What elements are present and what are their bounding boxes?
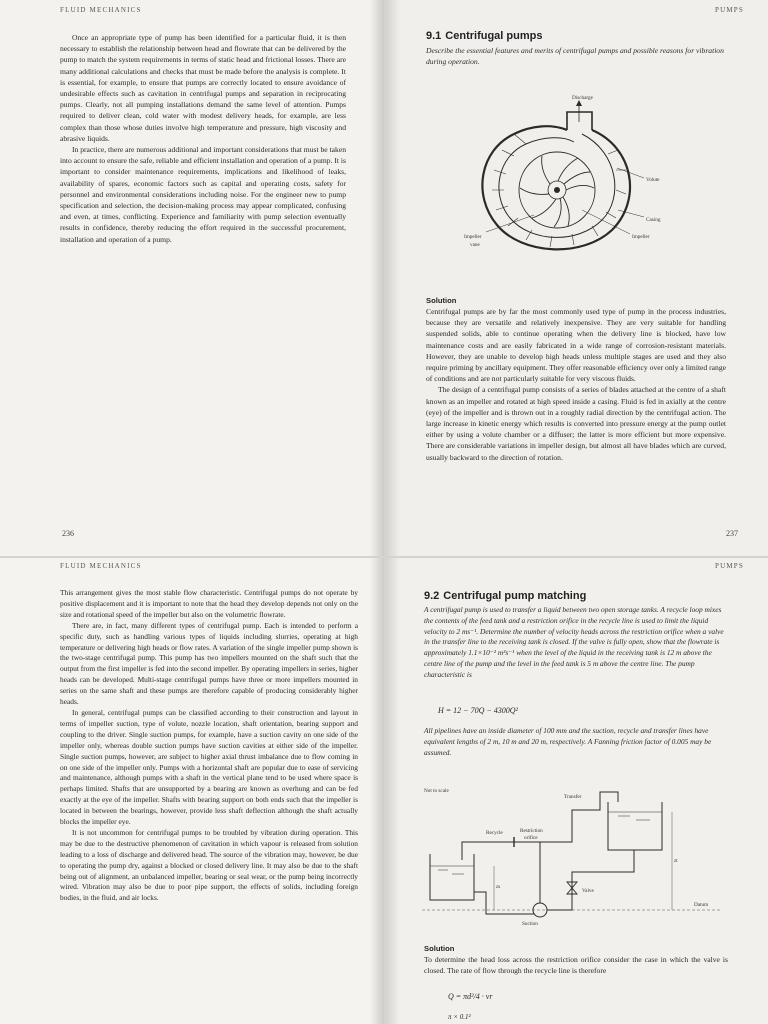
feed-tank [430, 854, 474, 900]
label-suction: Suction [522, 921, 538, 927]
paragraph: There are, in fact, many different types of centrifugal pump. Each is intended to perform a specific duty, such as handling various types of liquids including slurries, operating at high temperature or delivering high heads or flow rates. A variation of the single impeller pump shown is the two-stage centrifugal pump. This pump has two impellers mounted on the shaft such that the output from the first impeller is fed into the second impeller. By operating impellers in series, higher heads can be developed. Multi-stage centrifugal pumps have three or more impellers mounted in series on the same shaft and these pumps are therefore capable of producing considerably higher heads. [60, 620, 358, 707]
label-datum: Datum [694, 902, 709, 908]
solution-text [424, 954, 728, 976]
paragraph: It is not uncommon for centrifugal pumps to be troubled by vibration during operation. This may be due to the destructive phenomenon of cavitation in which vapour is released from solution leading to a loss of discharge and delivered head. The source of the vibration may, however, be due to operating the pump dry, against a blocked or closed delivery line. It may also be due to the shaft being out of alignment, an unbalanced impeller, bearing or seal wear, or the pump being incorrectly wired. Vibration may also be due to poor pipe support, the effects of solids, including foreign bodies, in the fluid, and air locks. [60, 827, 358, 903]
label-volute: Volute [646, 177, 660, 183]
label-restriction-2: orifice [524, 835, 538, 841]
running-head: PUMPS [715, 562, 744, 570]
paragraph: Once an appropriate type of pump has been identified for a particular fluid, it is then necessary to establish the relationship between head and flowrate that can be delivered by the pump to match the system requirements in terms of static head and frictional losses. There are many additional calculations and checks that must be made before the analysis is complete. It is essential, for example, to ensure that pumps are correctly located to ensure avoidance of undesirable effects such as cavitation in centrifugal pumps and separation in reciprocating pumps. Clearly, not all pumping installations demand the same level of attention. Pumps required to deliver clean, cold water with modest delivery heads, for example, are less complex than those whose duties involve high temperature and pressure, high viscosity and abrasive liquids. [60, 33, 346, 143]
pump-matching-figure [422, 782, 732, 932]
paragraph: Centrifugal pumps are by far the most commonly used type of pump in the process industries, because they are versatile and relatively inexpensive. They are very suitable for handling suspended solids, able to continue operating when the delivery line is blocked, have low maintenance costs and are easily fabricated in a wide range of corrosion-resistant materials. However, they are unable to develop high heads unless multiple stages are used and they also require priming by ancillary equipment. They offer reasonable efficiency over only a limited range of conditions and are not particularly suitable for very viscous fluids. [426, 307, 726, 384]
label-valve: Valve [582, 888, 594, 894]
section-title [426, 30, 542, 42]
problem-prompt-continued: All pipelines have an inside diameter of 100 mm and the suction, recycle and transfer lines have equivalent lengths of 2 m, 10 m and 20 m, respectively. A Fanning friction factor of 0.005 may be assumed. [424, 726, 712, 757]
page-236 [0, 0, 384, 556]
paragraph: The design of a centrifugal pump consists of a series of blades attached at the centre of a shaft known as an impeller and rotated at high speed inside a casing. Fluid is fed in axially at the centre (eye) of the impeller and is thrown out in a roughly radial direction by the centrifugal action. The large increase in kinetic energy which results is converted into pressure energy at the pump outlet either by using a volute chamber or a diffuser; the latter is more efficient but more expensive. There are considerable variations in impeller design, but almost all have blades which are curved, usually backward to the direction of rotation. [426, 385, 726, 462]
solution-heading: Solution [424, 944, 455, 953]
label-impeller-vane-1: Impeller [464, 234, 482, 240]
page-239 [386, 558, 768, 1024]
label-discharge: Discharge [572, 95, 593, 101]
gutter-shadow [370, 558, 384, 1024]
impeller-hub [554, 187, 560, 193]
label-zs: zs [496, 884, 501, 890]
problem-prompt: A centrifugal pump is used to transfer a liquid between two open storage tanks. A recycle loop mixes the contents of the feed tank and a restriction orifice in the recycle line is used to limit the liquid velocity to 2 ms⁻¹. Determine the number of velocity heads across the restriction orifice when a valve in the transfer line to the receiving tank is closed. If the valve is fully open, show that the flowrate is approximately 1.1×10⁻² m³s⁻¹ when the level of the liquid in the receiving tank is 12 m above the centre line of the pump and the level in the feed tank is 5 m above the centre line. The pump characteristic is [424, 605, 724, 679]
body-text [426, 306, 726, 463]
page-number: 237 [726, 529, 738, 538]
centrifugal-pump-figure [422, 90, 722, 260]
label-transfer: Transfer [564, 794, 582, 800]
label-impeller-vane-2: vane [470, 242, 480, 248]
suction-line [474, 892, 534, 914]
label-recycle: Recycle [486, 830, 503, 836]
label-casing: Casing [646, 217, 661, 223]
receiving-tank [608, 802, 662, 850]
paragraph: In general, centrifugal pumps can be classified according to their construction and layout in terms of impeller suction, type of volute, nozzle location, shaft orientation, bearing support and coupling to the driver. Single suction pumps, for example, have a suction cavity on one side of the impeller only, whereas double suction pumps have suction cavities at either side of the impeller. Single suction pumps, however, are subject to higher axial thrust imbalance due to flow coming in on one side of the impeller only. Pumps with a horizontal shaft are popular due to ease of servicing and maintenance, although pumps with a shaft in the vertical plane tend to be used where space is perhaps limited. Shafts that are unsupported by a bearing are known as overhung and can be fed exactly at the eye of the impeller. Shafts with bearing support on both ends such that the impeller is located in between the bearings, however, provide less shaft deflection although the shaft actually blocks the impeller eye. [60, 707, 358, 827]
pump-characteristic-equation: H = 12 − 70Q − 4300Q² [438, 706, 518, 715]
running-head: PUMPS [715, 6, 744, 14]
section-title-text: Centrifugal pump matching [443, 590, 587, 602]
page-number: 236 [62, 529, 74, 538]
label-impeller: Impeller [632, 234, 650, 240]
section-number: 9.2 [424, 590, 440, 602]
running-head: FLUID MECHANICS [60, 562, 142, 570]
problem-prompt: Describe the essential features and merits of centrifugal pumps and possible reasons for vibration during operation. [426, 46, 724, 66]
section-title [424, 590, 586, 602]
paragraph: To determine the head loss across the restriction orifice consider the case in which the valve is closed. The rate of flow through the recycle line is therefore [424, 955, 728, 976]
label-not-to-scale: Not to scale [424, 788, 449, 794]
section-number: 9.1 [426, 30, 442, 42]
gutter-shadow [370, 0, 384, 556]
body-text [60, 588, 358, 904]
section-title-text: Centrifugal pumps [445, 30, 543, 42]
solution-equation-tail: π × 0.1² [448, 1013, 471, 1021]
body-text [60, 32, 346, 245]
solution-equation: Q = πd²/4 · vr [448, 992, 493, 1001]
label-restriction-1: Restriction [520, 828, 543, 834]
page-238 [0, 558, 384, 1024]
gutter-shadow [386, 558, 400, 1024]
gutter-shadow [386, 0, 400, 556]
label-zt: zt [674, 858, 678, 864]
running-head: FLUID MECHANICS [60, 6, 142, 14]
solution-heading: Solution [426, 296, 457, 305]
discharge-duct [567, 112, 592, 130]
page-237 [386, 0, 768, 556]
paragraph: This arrangement gives the most stable flow characteristic. Centrifugal pumps do not operate by positive displacement and it is important to note that the head they develop depends not only on the size and rotational speed of the impeller but also on the volumetric flowrate. [60, 588, 358, 619]
transfer-line-lower [547, 850, 634, 910]
paragraph: In practice, there are numerous additional and important considerations that must be taken into account to ensure the safe, reliable and efficient installation and operation of a pump. It is important to consider maintenance requirements, implications and likelihood of leaks, availability of spares, economic factors such as capital and operating costs, safety for personnel and environmental considerations including noise. For the engineer new to pump specification and selection, the decision-making process may appear complicated, confusing and even, at times, conflicting. Experience and familiarity with pump selection eventually results in confidence, thereby reducing the effort required in the successful procurement, installation and operation of a pump. [60, 145, 346, 244]
